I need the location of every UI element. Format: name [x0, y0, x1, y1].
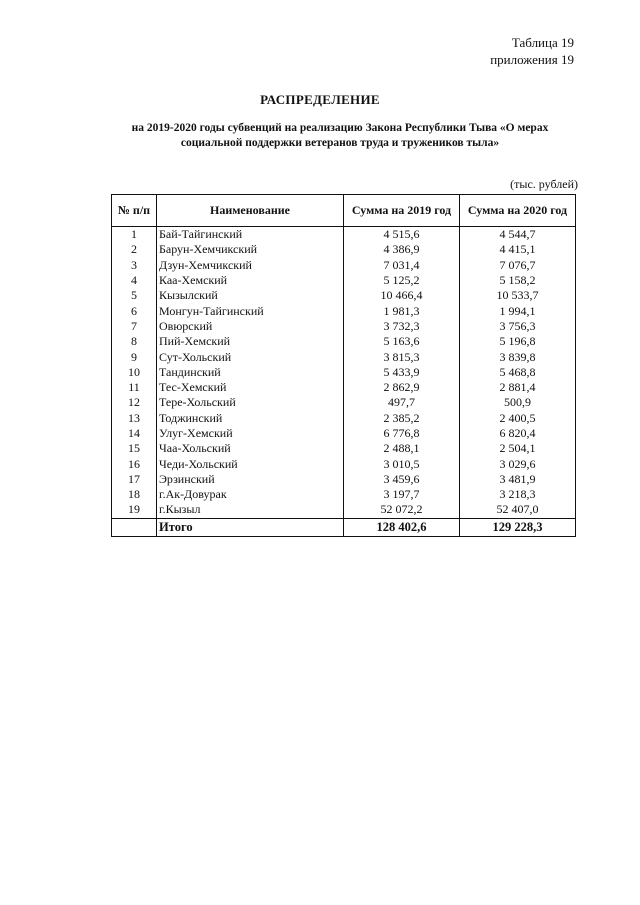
- total-label: Итого: [157, 518, 344, 536]
- row-number: 5: [112, 288, 157, 303]
- row-name: Кызылский: [157, 288, 344, 303]
- row-number: 8: [112, 334, 157, 349]
- col-header-2019: Сумма на 2019 год: [344, 195, 460, 227]
- subtitle-line-1: на 2019-2020 годы субвенций на реализацию Закона Республики Тыва «О мерах: [131, 122, 549, 134]
- table-row: [112, 487, 576, 502]
- total-2020: 129 228,3: [460, 518, 576, 536]
- row-sum-2020: 3 029,6: [460, 456, 576, 471]
- row-sum-2020: 3 218,3: [460, 487, 576, 502]
- row-sum-2020: 5 196,8: [460, 334, 576, 349]
- table-row: [112, 242, 576, 257]
- row-sum-2019: 5 433,9: [344, 365, 460, 380]
- row-sum-2019: 497,7: [344, 395, 460, 410]
- row-number: 19: [112, 502, 157, 518]
- row-sum-2020: 3 839,8: [460, 349, 576, 364]
- row-sum-2020: 4 415,1: [460, 242, 576, 257]
- row-number: 12: [112, 395, 157, 410]
- row-name: Сут-Хольский: [157, 349, 344, 364]
- row-number: 1: [112, 227, 157, 243]
- row-name: Тандинский: [157, 365, 344, 380]
- row-name: Тоджинский: [157, 411, 344, 426]
- row-sum-2020: 5 158,2: [460, 273, 576, 288]
- unit-label: (тыс. рублей): [510, 177, 578, 191]
- row-sum-2019: 2 488,1: [344, 441, 460, 456]
- row-sum-2020: 5 468,8: [460, 365, 576, 380]
- row-name: Овюрский: [157, 319, 344, 334]
- table-row: [112, 411, 576, 426]
- row-name: Чаа-Хольский: [157, 441, 344, 456]
- row-name: Чеди-Хольский: [157, 456, 344, 471]
- table-row: [112, 395, 576, 410]
- row-sum-2019: 10 466,4: [344, 288, 460, 303]
- total-2019: 128 402,6: [344, 518, 460, 536]
- document-title: РАСПРЕДЕЛЕНИЕ: [260, 92, 380, 107]
- row-number: 11: [112, 380, 157, 395]
- document-subtitle: [90, 121, 590, 151]
- row-sum-2020: 7 076,7: [460, 258, 576, 273]
- row-number: 2: [112, 242, 157, 257]
- total-number-cell: [112, 518, 157, 536]
- row-name: Каа-Хемский: [157, 273, 344, 288]
- table-row: [112, 273, 576, 288]
- table-row: [112, 365, 576, 380]
- row-number: 17: [112, 472, 157, 487]
- subtitle-line-2: социальной поддержки ветеранов труда и тружеников тыла»: [180, 137, 500, 149]
- row-sum-2019: 4 386,9: [344, 242, 460, 257]
- table-row: [112, 472, 576, 487]
- row-sum-2019: 2 385,2: [344, 411, 460, 426]
- row-sum-2020: 3 756,3: [460, 319, 576, 334]
- ref-line-1: Таблица 19: [511, 35, 574, 50]
- table-row: [112, 334, 576, 349]
- row-number: 10: [112, 365, 157, 380]
- row-name: Дзун-Хемчикский: [157, 258, 344, 273]
- row-number: 7: [112, 319, 157, 334]
- table-row: [112, 258, 576, 273]
- distribution-table: [111, 194, 576, 537]
- row-number: 14: [112, 426, 157, 441]
- row-sum-2020: 2 400,5: [460, 411, 576, 426]
- row-number: 15: [112, 441, 157, 456]
- row-name: Тере-Хольский: [157, 395, 344, 410]
- row-number: 16: [112, 456, 157, 471]
- table-row: [112, 456, 576, 471]
- row-sum-2020: 4 544,7: [460, 227, 576, 243]
- table-row: [112, 303, 576, 318]
- col-header-name: Наименование: [157, 195, 344, 227]
- row-sum-2020: 2 881,4: [460, 380, 576, 395]
- row-sum-2019: 6 776,8: [344, 426, 460, 441]
- col-header-2020: Сумма на 2020 год: [460, 195, 576, 227]
- row-sum-2019: 3 010,5: [344, 456, 460, 471]
- table-row: [112, 349, 576, 364]
- row-number: 13: [112, 411, 157, 426]
- table-row: [112, 380, 576, 395]
- row-sum-2020: 6 820,4: [460, 426, 576, 441]
- row-sum-2019: 3 815,3: [344, 349, 460, 364]
- row-sum-2020: 52 407,0: [460, 502, 576, 518]
- col-header-number: № п/п: [112, 195, 157, 227]
- row-sum-2019: 5 163,6: [344, 334, 460, 349]
- table-row: [112, 288, 576, 303]
- row-name: Бай-Тайгинский: [157, 227, 344, 243]
- table-reference: [490, 34, 574, 68]
- row-sum-2020: 3 481,9: [460, 472, 576, 487]
- row-sum-2020: 10 533,7: [460, 288, 576, 303]
- ref-line-2: приложения 19: [490, 52, 574, 67]
- row-sum-2019: 3 732,3: [344, 319, 460, 334]
- table-row: [112, 426, 576, 441]
- row-name: Тес-Хемский: [157, 380, 344, 395]
- row-sum-2019: 2 862,9: [344, 380, 460, 395]
- row-name: Пий-Хемский: [157, 334, 344, 349]
- table-body: [112, 227, 576, 537]
- row-sum-2019: 7 031,4: [344, 258, 460, 273]
- row-name: Барун-Хемчикский: [157, 242, 344, 257]
- table-header-row: [112, 195, 576, 227]
- row-sum-2019: 1 981,3: [344, 303, 460, 318]
- row-number: 18: [112, 487, 157, 502]
- row-name: г.Кызыл: [157, 502, 344, 518]
- row-name: Улуг-Хемский: [157, 426, 344, 441]
- row-sum-2019: 5 125,2: [344, 273, 460, 288]
- row-sum-2019: 4 515,6: [344, 227, 460, 243]
- row-number: 6: [112, 303, 157, 318]
- row-number: 3: [112, 258, 157, 273]
- row-name: г.Ак-Довурак: [157, 487, 344, 502]
- row-sum-2019: 3 197,7: [344, 487, 460, 502]
- row-sum-2019: 52 072,2: [344, 502, 460, 518]
- row-name: Эрзинский: [157, 472, 344, 487]
- row-sum-2020: 1 994,1: [460, 303, 576, 318]
- table-total-row: [112, 518, 576, 536]
- row-sum-2019: 3 459,6: [344, 472, 460, 487]
- table-row: [112, 441, 576, 456]
- table-row: [112, 319, 576, 334]
- table-row: [112, 227, 576, 243]
- table-row: [112, 502, 576, 518]
- row-sum-2020: 500,9: [460, 395, 576, 410]
- row-name: Монгун-Тайгинский: [157, 303, 344, 318]
- row-number: 4: [112, 273, 157, 288]
- row-sum-2020: 2 504,1: [460, 441, 576, 456]
- row-number: 9: [112, 349, 157, 364]
